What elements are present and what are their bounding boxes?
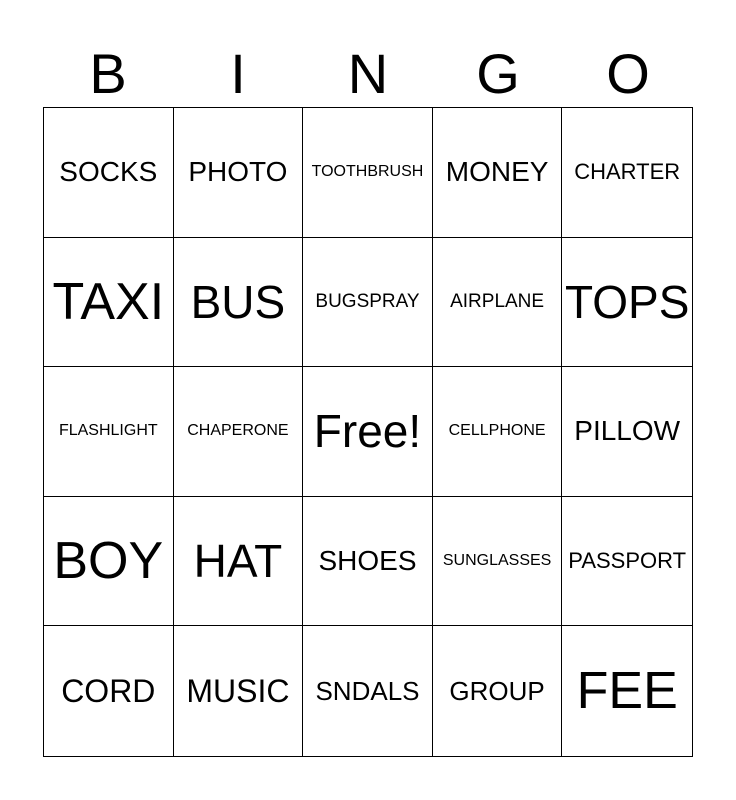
- bingo-cell: CELLPHONE: [433, 367, 563, 497]
- free-space-cell: Free!: [303, 367, 433, 497]
- header-letter-b: B: [89, 42, 127, 105]
- bingo-cell: FLASHLIGHT: [44, 367, 174, 497]
- bingo-cell: PASSPORT: [562, 497, 692, 627]
- bingo-cell: SNDALS: [303, 626, 433, 756]
- bingo-cell: TOPS: [562, 238, 692, 368]
- bingo-cell: HAT: [174, 497, 304, 627]
- bingo-cell: CHARTER: [562, 108, 692, 238]
- bingo-cell: TAXI: [44, 238, 174, 368]
- bingo-cell: CHAPERONE: [174, 367, 304, 497]
- bingo-cell: FEE: [576, 662, 678, 721]
- bingo-cell: GROUP: [433, 626, 563, 756]
- bingo-cell: SHOES: [303, 497, 433, 627]
- bingo-cell: BOY: [44, 497, 174, 627]
- header-letter-o: O: [606, 42, 650, 105]
- bingo-cell: BUS: [174, 238, 304, 368]
- header-letter-n: N: [347, 42, 389, 105]
- bingo-cell: MONEY: [433, 108, 563, 238]
- bingo-cell: SOCKS: [44, 108, 174, 238]
- header-letter-i: I: [230, 42, 246, 105]
- bingo-cell: CORD: [44, 626, 174, 756]
- bingo-cell: PHOTO: [174, 108, 304, 238]
- bingo-cell: PILLOW: [562, 367, 692, 497]
- bingo-card-grid: [43, 107, 693, 757]
- bingo-cell: SUNGLASSES: [433, 497, 563, 627]
- bingo-cell: AIRPLANE: [433, 238, 563, 368]
- bingo-cell: TOOTHBRUSH: [303, 108, 433, 238]
- bingo-cell: BUGSPRAY: [303, 238, 433, 368]
- header-letter-g: G: [476, 42, 520, 105]
- bingo-header: [43, 40, 693, 108]
- bingo-cell: MUSIC: [174, 626, 304, 756]
